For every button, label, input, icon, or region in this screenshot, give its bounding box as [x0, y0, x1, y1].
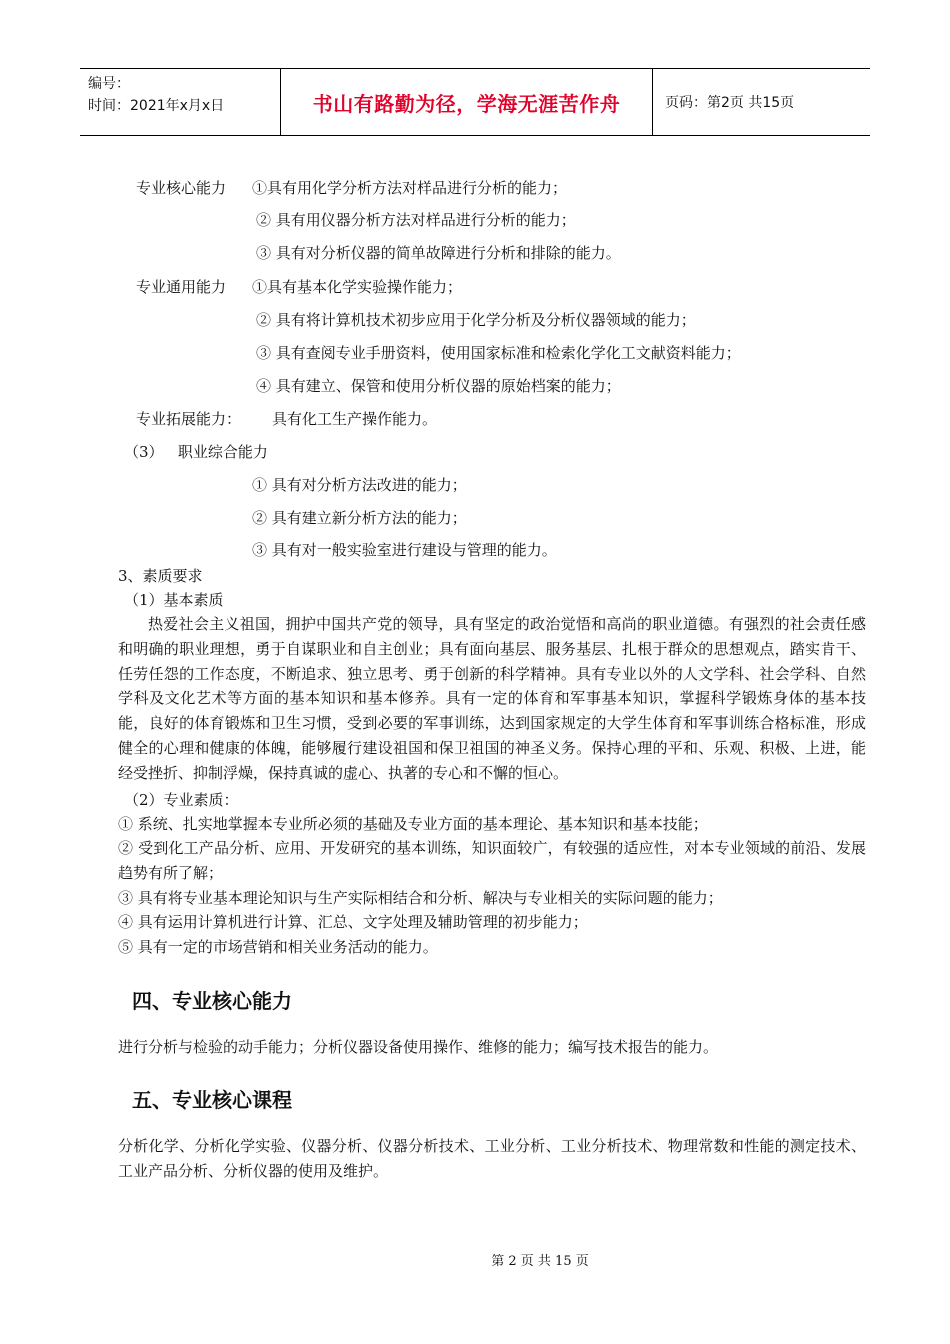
professional-quality-item: ⑤ 具有一定的市场营销和相关业务活动的能力。 — [118, 938, 438, 956]
professional-quality-item: ④ 具有运用计算机进行计算、汇总、文字处理及辅助管理的初步能力； — [118, 913, 588, 931]
header-meta — [80, 69, 280, 135]
professional-quality-item: ② 受到化工产品分析、应用、开发研究的基本训练，知识面较广，有较强的适应性，对本专业领域的前沿、发展趋势有所了解； — [118, 839, 866, 882]
comprehensive-heading: （3） 职业综合能力 — [124, 443, 268, 461]
header-page-info: 页码：第2页 共15页 — [665, 95, 795, 111]
section-4-text: 进行分析与检验的动手能力；分析仪器设备使用操作、维修的能力；编写技术报告的能力。 — [118, 1038, 719, 1056]
professional-quality-item: ③ 具有将专业基本理论知识与生产实际相结合和分析、解决与专业相关的实际问题的能力； — [118, 889, 723, 907]
quality-heading: 3、素质要求 — [118, 567, 203, 585]
core-ability-item: ③ 具有对分析仪器的简单故障进行分析和排除的能力。 — [256, 244, 621, 262]
header-motto-cell — [280, 69, 653, 135]
section-4-heading: 四、专业核心能力 — [132, 989, 292, 1013]
professional-quality-item: ① 系统、扎实地掌握本专业所必须的基础及专业方面的基本理论、基本知识和基本技能； — [118, 815, 708, 833]
header-motto: 书山有路勤为径，学海无涯苦作舟 — [312, 91, 621, 116]
comprehensive-item: ① 具有对分析方法改进的能力； — [252, 476, 467, 494]
core-ability-item: ② 具有用仪器分析方法对样品进行分析的能力； — [256, 211, 576, 229]
extended-ability-text: 具有化工生产操作能力。 — [272, 410, 438, 428]
extended-ability-label: 专业拓展能力： — [136, 410, 242, 428]
comprehensive-item: ② 具有建立新分析方法的能力； — [252, 509, 467, 527]
document-number: 编号： — [88, 76, 130, 92]
general-ability-item: ④ 具有建立、保管和使用分析仪器的原始档案的能力； — [256, 377, 621, 395]
general-ability-item: ② 具有将计算机技术初步应用于化学分析及分析仪器领域的能力； — [256, 311, 696, 329]
page-footer: 第 2 页 共 15 页 — [491, 1254, 589, 1269]
comprehensive-item: ③ 具有对一般实验室进行建设与管理的能力。 — [252, 541, 557, 559]
document-date: 时间：2021年x月x日 — [88, 98, 225, 114]
section-5-text: 分析化学、分析化学实验、仪器分析、仪器分析技术、工业分析、工业分析技术、物理常数和性能的测定技术、工业产品分析、分析仪器的使用及维护。 — [118, 1137, 866, 1180]
basic-quality-text: 热爱社会主义祖国，拥护中国共产党的领导，具有坚定的政治觉悟和高尚的职业道德。有强烈的社会责任感和明确的职业理想，勇于自谋职业和自主创业；具有面向基层、服务基层、扎根于群众的思想观点，踏实肯干、任劳任怨的工作态度，不断追求、独立思考、勇于创新的科学精神。具有专业以外的人文学科、社会学科、自然学科及文化艺术等方面的基本知识和基本修养。具有一定的体育和军事基本知识，掌握科学锻炼身体的基本技能，良好的体育锻炼和卫生习惯，受到必要的军事训练，达到国家规定的大学生体育和军事训练合格标准，形成健全的心理和健康的体魄，能够履行建设祖国和保卫祖国的神圣义务。保持心理的平和、乐观、积极、上进，能经受挫折、抑制浮燥，保持真诚的虚心、执著的专心和不懈的恒心。 — [118, 615, 866, 782]
general-ability-item: ③ 具有查阅专业手册资料，使用国家标准和检索化学化工文献资料能力； — [256, 344, 741, 362]
professional-quality-heading: （2）专业素质： — [124, 791, 239, 809]
core-ability-item: ①具有用化学分析方法对样品进行分析的能力； — [252, 179, 568, 197]
basic-quality-heading: （1）基本素质 — [124, 591, 224, 609]
general-ability-item: ①具有基本化学实验操作能力； — [252, 278, 463, 296]
core-ability-label: 专业核心能力 — [136, 179, 227, 197]
page-header — [80, 68, 870, 136]
general-ability-label: 专业通用能力 — [136, 278, 227, 296]
section-5-heading: 五、专业核心课程 — [132, 1088, 292, 1112]
